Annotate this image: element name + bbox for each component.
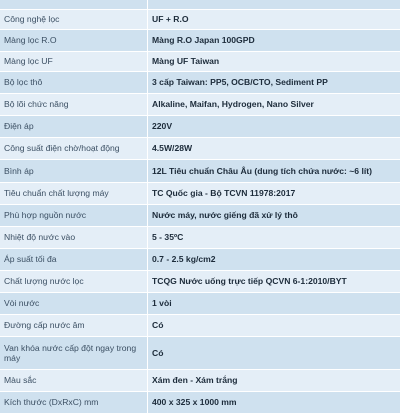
spec-label: Van khóa nước cấp đột ngay trong máy [4,342,137,363]
table-row [0,337,400,370]
spec-value: 5 - 35ºC [152,232,184,243]
spec-value: UF + R.O [152,14,189,25]
spec-label: Đường cấp nước âm [4,320,85,331]
table-row [0,271,400,293]
table-row [0,116,400,138]
spec-value: 4.5W/28W [152,143,193,154]
table-row [0,392,400,414]
spec-label: Màng lọc UF [4,56,53,67]
spec-label: Tiêu chuẩn chất lượng máy [4,188,109,199]
table-row [0,94,400,116]
table-row [0,370,400,392]
table-row [0,0,400,10]
spec-label: Điện áp [4,121,34,132]
spec-value: 0.7 - 2.5 kg/cm2 [152,254,216,265]
spec-label: Phù hợp nguồn nước [4,210,87,221]
spec-label: Màu sắc [4,375,37,386]
spec-value: 220V [152,121,173,132]
table-row [0,293,400,315]
column-divider [147,0,148,9]
spec-value: 1 vòi [152,298,172,309]
spec-value: Có [152,320,164,331]
spec-value: Màng UF Taiwan [152,56,220,67]
table-row [0,249,400,271]
spec-label: Bình áp [4,165,34,176]
spec-label: Công nghệ lọc [4,14,60,25]
spec-label: Bộ lõi chức năng [4,99,69,110]
spec-value: Màng R.O Japan 100GPD [152,35,255,46]
spec-value: TCQG Nước uống trực tiếp QCVN 6-1:2010/BYT [152,276,347,287]
spec-value: Nước máy, nước giếng đã xử lý thô [152,210,298,221]
spec-value: 12L Tiêu chuẩn Châu Âu (dung tích chứa nước: ~6 lít) [152,165,372,176]
spec-value: Alkaline, Maifan, Hydrogen, Nano Silver [152,99,314,110]
table-row [0,315,400,337]
table-row [0,10,400,30]
spec-value: 400 x 325 x 1000 mm [152,397,237,408]
spec-label: Áp suất tối đa [4,254,57,265]
table-row [0,72,400,94]
spec-value: TC Quốc gia - Bộ TCVN 11978:2017 [152,188,296,199]
table-row [0,30,400,52]
table-row [0,227,400,249]
spec-label: Vòi nước [4,298,40,309]
spec-label: Công suất điện chờ/hoạt động [4,143,120,154]
spec-value: Có [152,347,164,358]
table-row [0,205,400,227]
table-row [0,52,400,72]
spec-label: Chất lượng nước lọc [4,276,84,287]
spec-label: Màng lọc R.O [4,35,57,46]
table-row [0,138,400,160]
spec-value: 3 cấp Taiwan: PP5, OCB/CTO, Sediment PP [152,77,328,88]
spec-label: Kích thước (DxRxC) mm [4,397,99,408]
spec-value: Xám đen - Xám trắng [152,375,238,386]
spec-label: Nhiệt độ nước vào [4,232,76,243]
table-row [0,183,400,205]
spec-label: Bộ lọc thô [4,77,43,88]
table-row [0,160,400,183]
